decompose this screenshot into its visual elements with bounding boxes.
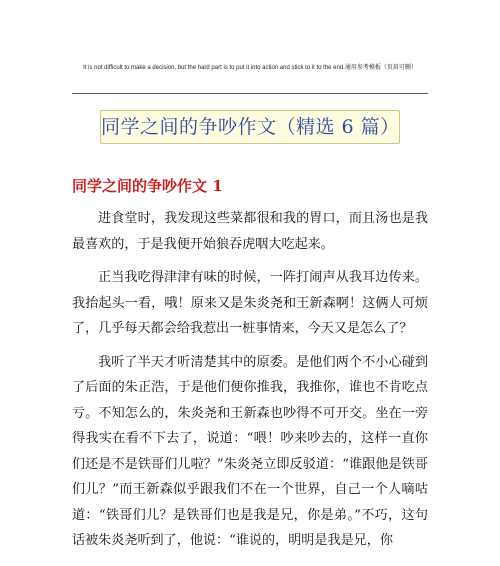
header-divider — [72, 93, 428, 94]
paragraph: 进食堂时，我发现这些菜都很和我的胃口，而且汤也是我最喜欢的，于是我便开始狼吞虎咽大吃起来。 — [72, 211, 428, 252]
body-text — [72, 206, 428, 562]
section-heading: 同学之间的争吵作文 1 — [72, 177, 223, 195]
page-header: It is not difficult to make a decision, but the hard part is to put it into action and stick to it to the end.通用参考模板（页眉可删） — [83, 65, 417, 71]
paragraph: 正当我吃得津津有味的时候，一阵打闹声从我耳边传来。我抬起头一看，哦！原来又是朱炎尧和王新森啊！这俩人可烦了，几乎每天都会给我惹出一桩事情来，今天又是怎么了？ — [72, 270, 428, 336]
paragraph: 我听了半天才听清楚其中的原委。是他们两个不小心碰到了后面的朱正浩，于是他们便你推我，我推你，谁也不肯吃点亏。不知怎么的，朱炎尧和王新森也吵得不可开交。坐在一旁得我实在看不下去了，说道：“喂！吵来吵去的，这样一直你们还是不是铁哥们儿啦？”朱炎尧立即反驳道：“谁跟他是铁哥们儿？”而王新森似乎跟我们不在一个世界，自己一个人嘀咕道：“铁哥们儿？是铁哥们也是我是兄，你是弟。”不巧，这句话被朱炎尧听到了，他说：“谁说的，明明是我是兄，你 — [72, 354, 428, 548]
document-title: 同学之间的争吵作文（精选 6 篇） — [100, 110, 400, 144]
